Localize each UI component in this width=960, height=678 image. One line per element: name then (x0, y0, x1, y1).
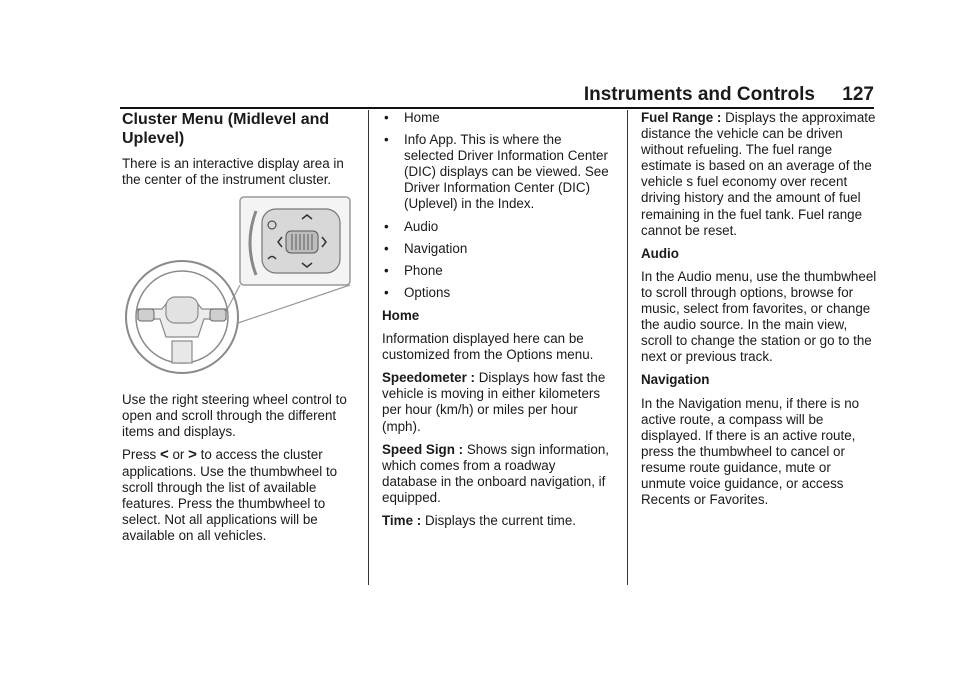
press-paragraph (122, 447, 354, 544)
chevron-left-icon: < (159, 446, 169, 464)
time-paragraph (382, 513, 610, 529)
bullet-text: Options (404, 284, 451, 300)
bullet-icon: • (384, 262, 389, 278)
list-item (382, 263, 610, 279)
navigation-paragraph: In the Navigation menu, if there is no active route, a compass will be displayed. If there is an active route, press the thumbwheel to cancel or resume route guidance, mute or unmute voice guidance, or access Recents or Favorites. (641, 395, 860, 508)
navigation-heading: Navigation (641, 372, 710, 388)
use-paragraph: Use the right steering wheel control to open and scroll through the different items and displays. (122, 392, 347, 440)
column-1 (122, 110, 354, 551)
page-number: 127 (842, 84, 874, 105)
audio-heading: Audio (641, 245, 679, 261)
or-word: or (172, 447, 185, 463)
page-header (0, 84, 960, 106)
menu-bullet-list (382, 110, 610, 301)
bullet-text: Navigation (404, 240, 468, 256)
speedometer-text: Displays how fast the vehicle is moving in either kilometers per hour (km/h) or miles per hour (mph). (382, 370, 606, 434)
press-rest: to access the cluster applications. Use the thumbwheel to scroll through the list of available features. Press the thumbwheel to select. Not all applications will be available on all vehicles. (122, 447, 338, 543)
bullet-text: Audio (404, 218, 439, 234)
bullet-icon: • (384, 132, 389, 148)
thumbwheel-icon (286, 231, 318, 253)
bullet-icon: • (384, 110, 389, 125)
speed-sign-paragraph (382, 442, 610, 506)
list-item (382, 285, 610, 301)
time-term: Time : (382, 512, 422, 528)
bullet-icon: • (384, 240, 389, 256)
press-word: Press (122, 447, 157, 463)
speed-sign-term: Speed Sign : (382, 441, 464, 457)
bullet-text: Home (404, 110, 440, 125)
header-rule (120, 107, 874, 109)
home-paragraph: Information displayed here can be customized from the Options menu. (382, 331, 594, 363)
column-2 (382, 110, 610, 536)
section-heading: Cluster Menu (Midlevel and Uplevel) (122, 111, 330, 147)
fuel-range-paragraph (641, 110, 879, 239)
speedometer-paragraph (382, 370, 610, 434)
time-text: Displays the current time. (424, 512, 577, 528)
chevron-right-icon: > (188, 446, 197, 464)
column-divider (368, 110, 369, 585)
list-item (382, 110, 610, 126)
fuel-range-text: Displays the approximate distance the vehicle can be driven without refueling. The fuel range estimate is based on an average of the vehicle s fuel economy over recent driving history and the amount of fuel remaining in the fuel tank. Fuel range cannot be reset. (641, 110, 876, 238)
list-item (382, 219, 610, 235)
section-title: Instruments and Controls (583, 84, 815, 105)
home-heading: Home (382, 307, 420, 323)
audio-paragraph: In the Audio menu, use the thumbwheel to scroll through options, browse for music, select from favorites, or change the audio source. In the main view, scroll to change the station or go to the next or previous track. (641, 268, 877, 365)
steering-wheel-figure (122, 195, 354, 380)
list-item (382, 241, 610, 257)
bullet-icon: • (384, 284, 389, 300)
intro-paragraph: There is an interactive display area in the center of the instrument cluster. (122, 156, 344, 188)
list-item (382, 132, 610, 212)
column-divider (627, 110, 628, 585)
speedometer-term: Speedometer : (382, 370, 476, 386)
steering-wheel-icon (126, 261, 238, 373)
speed-sign-text: Shows sign information, which comes from a roadway database in the onboard navigation, if equipped. (382, 441, 610, 505)
bullet-text: Phone (404, 262, 443, 278)
column-3 (641, 110, 879, 515)
bullet-icon: • (384, 218, 389, 234)
steering-wheel-illustration (122, 195, 354, 380)
bullet-text: Info App. This is where the selected Driver Information Center (DIC) displays can be viewed. See Driver Information Center (DIC) (Uplevel) in the Index. (404, 132, 609, 212)
fuel-range-term: Fuel Range : (641, 110, 722, 125)
